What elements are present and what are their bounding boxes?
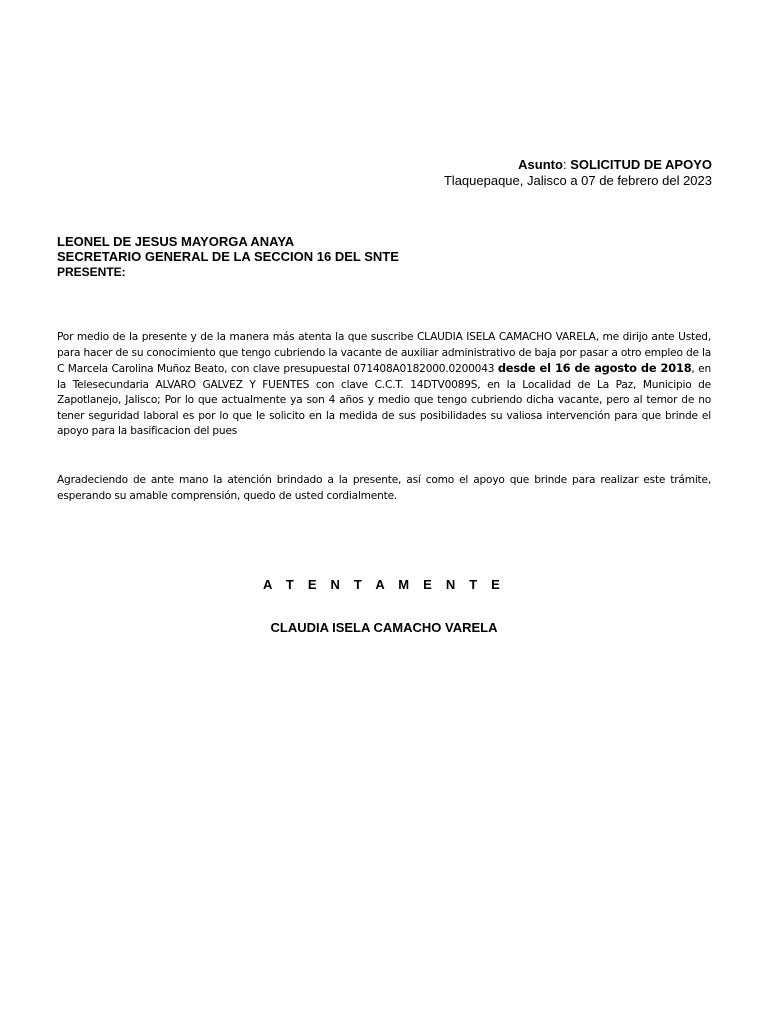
paragraph-1-text-start: Por medio de la presente y de la manera más atenta la que suscribe CLAUDIA ISELA CAMACHO VARELA, me dirijo ante Usted, para hacer de su conocimiento que tengo cubriendo la vacante de auxiliar administrativo de baja por pasar a otro empleo de la C Marcela Carolina Muñoz Beato, con clave presupuestal 071408A0182000.0200043 [57,331,711,375]
body-paragraph-1 [57,330,711,440]
signer-name: CLAUDIA ISELA CAMACHO VARELA [270,620,498,635]
addressee-title: SECRETARIO GENERAL DE LA SECCION 16 DEL SNTE [57,249,399,264]
subject-separator: : [562,157,571,172]
subject-value: SOLICITUD DE APOYO [570,157,712,172]
body-paragraph-2: Agradeciendo de ante mano la atención brindado a la presente, así como el apoyo que brinde para realizar este trámite, esperando su amable comprensión, quedo de usted cordialmente. [57,474,711,502]
addressee-block [57,234,399,280]
paragraph-1-text-end: , en la Telesecundaria ALVARO GALVEZ Y FUENTES con clave C.C.T. 14DTV0089S, en la Localidad de La Paz, Municipio de Zapotlanejo, Jalisco; Por lo que actualmente ya son 4 años y medio que tengo cubriendo dicha vacante, pero al temor de no tener seguridad laboral es por lo que le solicito en la medida de sus posibilidades su valiosa intervención para que brinde el apoyo para la basificacion del pues [57,363,711,437]
place-date: Tlaquepaque, Jalisco a 07 de febrero del 2023 [443,173,712,188]
addressee-name: LEONEL DE JESUS MAYORGA ANAYA [57,234,295,249]
closing-atentamente: A T E N T A M E N T E [262,577,506,592]
paragraph-1-date-bold: desde el 16 de agosto de 2018 [497,361,692,375]
presente-label: PRESENTE: [57,265,126,279]
subject-label: Asunto [518,157,563,172]
subject-line [444,157,712,173]
letter-header [444,157,712,189]
